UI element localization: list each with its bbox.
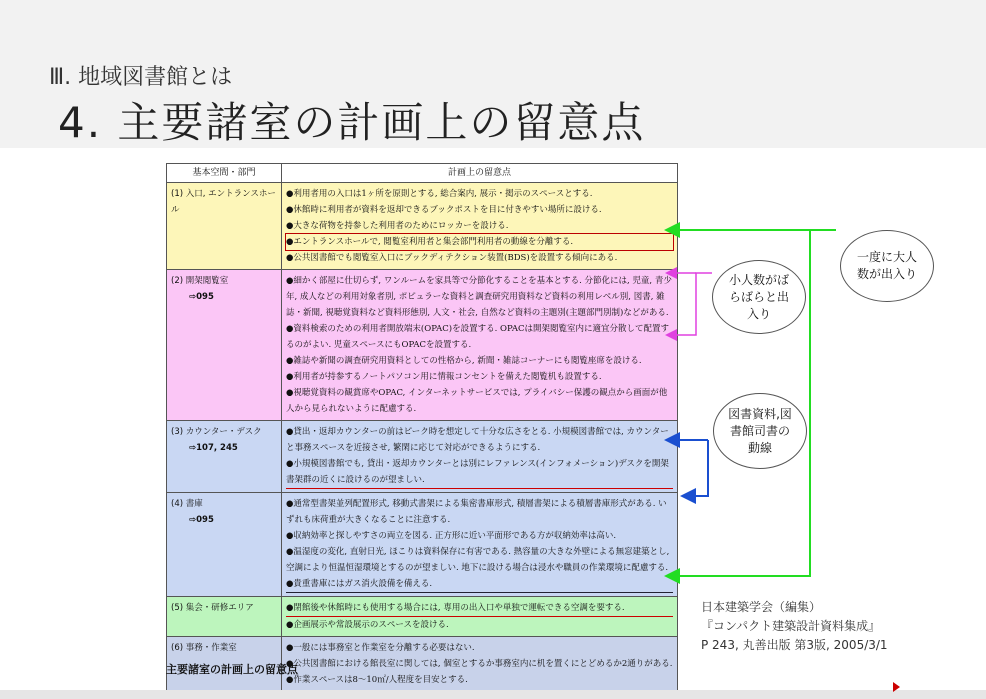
note-item: ●細かく部屋に仕切らず, ワンルームを家具等で分節化することを基本とする. 分節化には, 児童, 青少年, 成人などの利用対象者別, ポピュラーな資料と調査研究用資料など資料の利用レベル別, 図書, 雑誌・新聞, 視聴覚資料など資料形態別, 人文・社会, 自然など資料の主題別(主題部門別制)などがある. — [286, 276, 672, 318]
space-cell: (5) 集会・研修エリア — [167, 597, 282, 637]
magenta-arrow — [668, 273, 712, 335]
note-item: ●視聴覚資料の観賞席やOPAC, インターネットサービスでは, プライバシー保護の観点から画面が他人から見られないように配慮する. — [286, 388, 668, 414]
space-cell: (6) 事務・作業室 — [167, 637, 282, 692]
note-item: ●大きな荷物を持参した利用者のためにロッカーを設ける. — [286, 221, 509, 231]
callout-small-groups: 小人数がばらばらと出入り — [712, 260, 806, 334]
note-item: ●温湿度の変化, 直射日光, ほこりは資料保存に有害である. 熱容量の大きな外壁による無窓建築とし, 空調により恒温恒湿環境とするのが望ましい. 地下に設ける場合は浸水や職員の作業環境に配慮する. — [286, 547, 670, 573]
note-item: ●企画展示や常設展示のスペースを設ける. — [286, 620, 449, 630]
space-cell: (3) カウンター・デスク ⇨107, 245 — [167, 421, 282, 493]
space-cell: (4) 書庫 ⇨095 — [167, 493, 282, 597]
note-item-highlighted: ●エントランスホールで, 閲覧室利用者と集会部門利用者の動線を分離する. — [286, 234, 673, 250]
note-item: ●貸出・返却カウンターの前はピーク時を想定して十分な広さをとる. 小規模図書館では, カウンターと事務スペースを近接させ, 繁閑に応じて対応ができるようにする. — [286, 427, 669, 453]
table-caption: 主要諸室の計画上の留意点 — [166, 663, 298, 676]
space-cell: (2) 開架閲覧室 ⇨095 — [167, 270, 282, 421]
note-item: ●休館時に利用者が資料を返却できるブックポストを目に付きやすい場所に設ける. — [286, 205, 602, 215]
note-item: ●雑誌や新聞の調査研究用資料としての性格から, 新聞・雑誌コーナーにも閲覧座席を設ける. — [286, 356, 642, 366]
slide-body — [0, 148, 986, 690]
header-space: 基本空間・部門 — [167, 164, 282, 183]
flow-arrows — [0, 148, 986, 690]
note-item: ●資料検索のための利用者開放端末(OPAC)を設置する. OPACは開架閲覧室内に適宜分散して配置するのがよい. 児童スペースにもOPACを設置する. — [286, 324, 670, 350]
space-cell: (1) 入口, エントランスホール — [167, 183, 282, 270]
note-item-underlined: ●貴重書庫にはガス消火設備を備える. — [286, 576, 673, 593]
section-label: Ⅲ. 地域図書館とは — [49, 65, 233, 90]
title-area — [0, 0, 986, 148]
note-item: ●一般には事務室と作業室を分離する必要はない. — [286, 643, 475, 653]
callout-staff-flow: 図書資料,図書館司書の動線 — [713, 393, 807, 469]
cursor-icon — [893, 682, 900, 692]
note-item-underlined: ●閉館後や休館時にも使用する場合には, 専用の出入口や単独で運転できる空調を要する. — [286, 600, 673, 617]
note-item: ●公共図書館でも閲覧室入口にブックディテクション装置(BDS)を設置する傾向にある. — [286, 253, 618, 263]
blue-arrow — [684, 440, 708, 496]
citation-line: P 243, 丸善出版 第3版, 2005/3/1 — [701, 638, 888, 652]
page-ref: ⇨107, 245 — [189, 443, 238, 453]
citation-line: 日本建築学会（編集） — [701, 600, 822, 614]
note-item: ●通常型書架並列配置形式, 移動式書架による集密書庫形式, 積層書架による積層書庫形式がある. いずれも床荷重が大きくなることに注意する. — [286, 499, 667, 525]
page-ref: ⇨095 — [189, 515, 214, 525]
callout-large-group: 一度に大人数が出入り — [840, 230, 934, 302]
header-notes: 計画上の留意点 — [282, 164, 678, 183]
note-item-underlined: ●小規模図書館でも, 貸出・返却カウンターとは別にレファレンス(インフォメーション)デスクを開架書架群の近くに設けるのが望ましい. — [286, 456, 673, 489]
note-item: ●作業スペースは8〜10㎡/人程度を目安とする. — [286, 675, 468, 685]
slide-title: 4. 主要諸室の計画上の留意点 — [58, 98, 646, 147]
note-item: ●公共図書館における館長室に関しては, 個室とするか事務室内に机を置くにとどめるか2通りがある. — [286, 659, 673, 669]
note-item: ●収納効率と探しやすさの両立を図る. 正方形に近い平面形である方が収納効率は高い. — [286, 531, 617, 541]
note-item: ●利用者が持参するノートパソコン用に情報コンセントを備えた閲覧机も設置する. — [286, 372, 602, 382]
citation-line: 『コンパクト建築設計資料集成』 — [701, 619, 881, 633]
bottom-border — [0, 690, 986, 699]
page-ref: ⇨095 — [189, 292, 214, 302]
note-item: ●利用者用の入口は1ヶ所を原則とする, 総合案内, 展示・掲示のスペースとする. — [286, 189, 593, 199]
